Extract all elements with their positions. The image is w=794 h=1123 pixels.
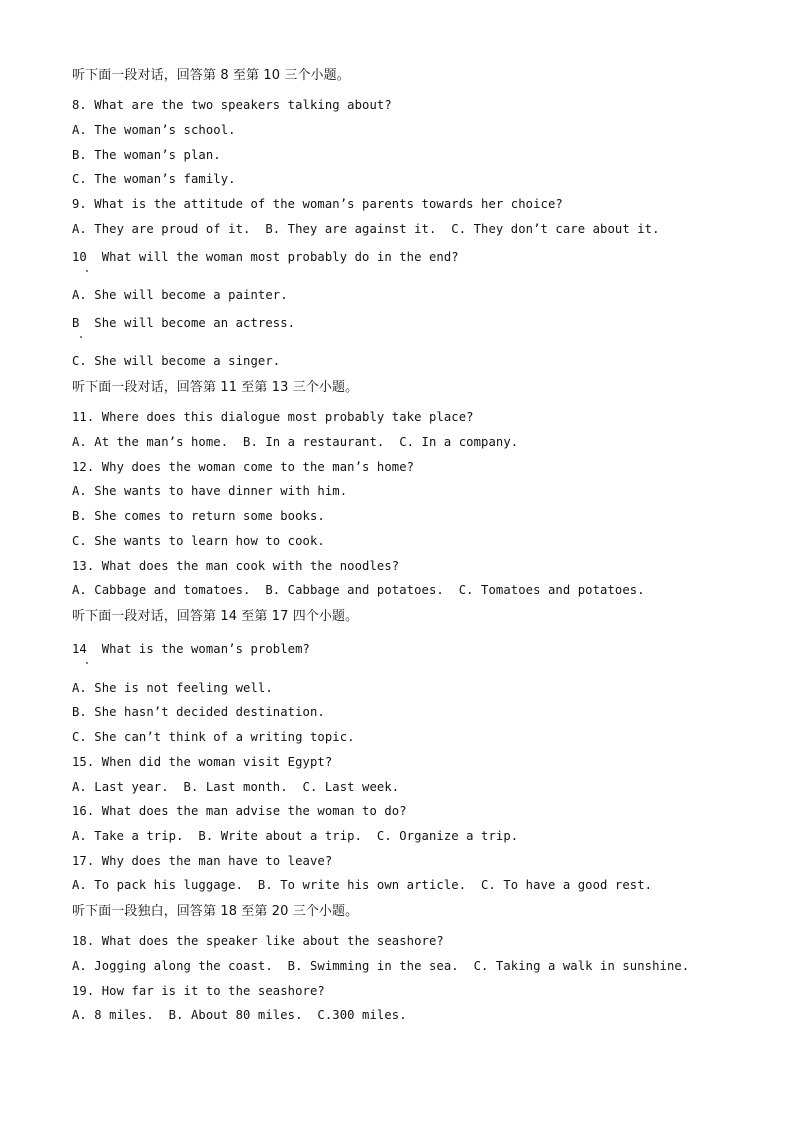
option-line: B. She hasn’t decided destination. — [72, 705, 325, 719]
option-line: A. She wants to have dinner with him. — [72, 484, 348, 498]
stray-dot-mark — [80, 336, 82, 338]
section-heading: 听下面一段独白，回答第 18 至第 20 三个小题。 — [72, 904, 359, 919]
option-line: A. 8 miles. B. About 80 miles. C.300 miles. — [72, 1008, 407, 1022]
option-line: B. The woman’s plan. — [72, 148, 221, 162]
stray-dot-mark — [86, 662, 88, 664]
option-line: A. Cabbage and tomatoes. B. Cabbage and potatoes. C. Tomatoes and potatoes. — [72, 583, 645, 597]
option-line: A. She will become a painter. — [72, 288, 288, 302]
option-line: A. To pack his luggage. B. To write his own article. C. To have a good rest. — [72, 878, 653, 892]
option-line: A. They are proud of it. B. They are against it. C. They don’t care about it. — [72, 222, 660, 236]
section-heading: 听下面一段对话，回答第 11 至第 13 三个小题。 — [72, 380, 359, 395]
question-17: 17. Why does the man have to leave? — [72, 854, 333, 868]
option-line: C. She can’t think of a writing topic. — [72, 730, 355, 744]
option-line: A. The woman’s school. — [72, 123, 236, 137]
option-line: A. Take a trip. B. Write about a trip. C. Organize a trip. — [72, 829, 519, 843]
question-10: 10 What will the woman most probably do in the end? — [72, 250, 459, 264]
question-13: 13. What does the man cook with the noodles? — [72, 559, 400, 573]
question-15: 15. When did the woman visit Egypt? — [72, 755, 333, 769]
option-line: C. She wants to learn how to cook. — [72, 534, 325, 548]
question-14: 14 What is the woman’s problem? — [72, 642, 310, 656]
section-heading: 听下面一段对话，回答第 8 至第 10 三个小题。 — [72, 68, 350, 83]
question-8: 8. What are the two speakers talking about? — [72, 98, 392, 112]
option-line: A. Last year. B. Last month. C. Last week. — [72, 780, 400, 794]
question-19: 19. How far is it to the seashore? — [72, 984, 325, 998]
option-line: A. At the man’s home. B. In a restaurant. C. In a company. — [72, 435, 519, 449]
stray-dot-mark — [86, 270, 88, 272]
section-heading: 听下面一段对话，回答第 14 至第 17 四个小题。 — [72, 609, 359, 624]
question-9: 9. What is the attitude of the woman’s parents towards her choice? — [72, 197, 563, 211]
question-18: 18. What does the speaker like about the seashore? — [72, 934, 444, 948]
option-line: C. She will become a singer. — [72, 354, 281, 368]
question-16: 16. What does the man advise the woman to do? — [72, 804, 407, 818]
option-line: A. She is not feeling well. — [72, 681, 273, 695]
option-line: B She will become an actress. — [72, 316, 296, 330]
option-line: C. The woman’s family. — [72, 172, 236, 186]
option-line: A. Jogging along the coast. B. Swimming in the sea. C. Taking a walk in sunshine. — [72, 959, 690, 973]
question-12: 12. Why does the woman come to the man’s home? — [72, 460, 415, 474]
option-line: B. She comes to return some books. — [72, 509, 325, 523]
question-11: 11. Where does this dialogue most probably take place? — [72, 410, 474, 424]
